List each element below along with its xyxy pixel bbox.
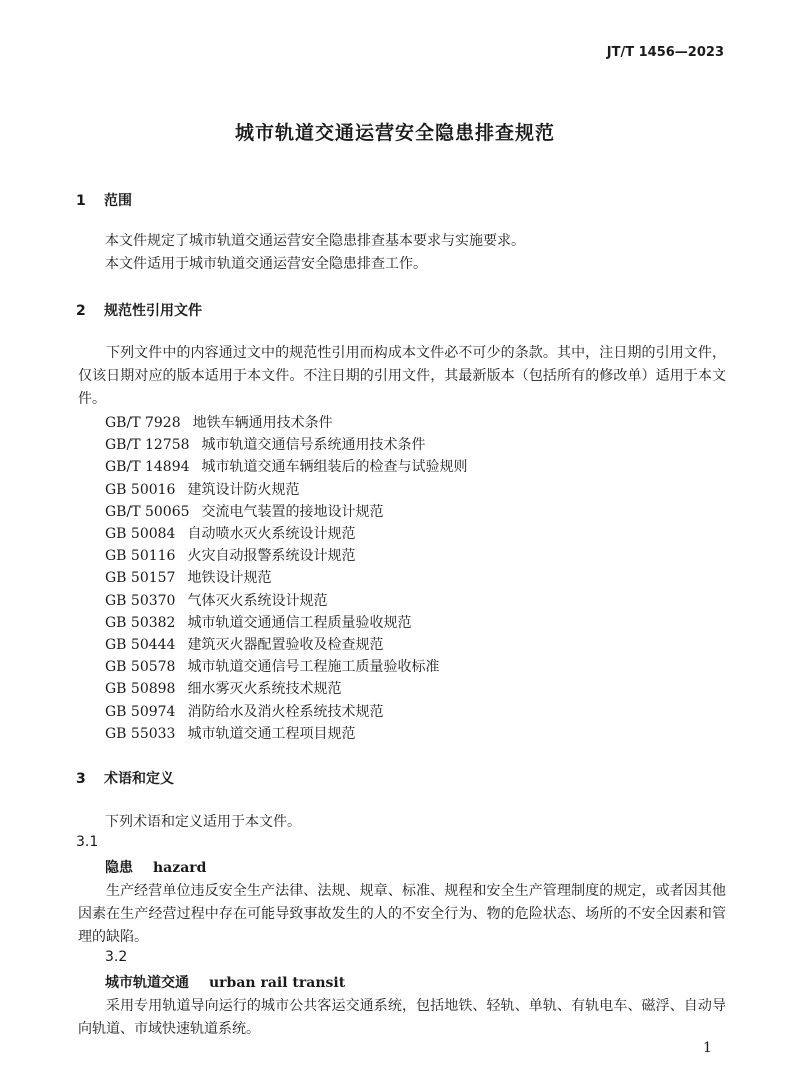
reference-code: GB 50157 xyxy=(105,570,176,587)
reference-code: GB 55033 xyxy=(105,725,176,742)
page-title: 城市轨道交通运营安全隐患排查规范 xyxy=(234,122,555,144)
reference-title: 城市轨道交通信号工程施工质量验收标准 xyxy=(187,659,440,676)
reference-title: 细水雾灭火系统技术规范 xyxy=(187,681,342,698)
section-heading-terms xyxy=(76,768,174,788)
term-en: urban rail transit xyxy=(209,975,346,991)
reference-code: GB/T 50065 xyxy=(105,503,190,520)
reference-title: 建筑设计防火规范 xyxy=(187,481,300,498)
reference-item xyxy=(105,523,355,545)
section-title: 规范性引用文件 xyxy=(104,303,202,319)
reference-code: GB 50116 xyxy=(105,548,176,565)
references-intro: 下列文件中的内容通过文中的规范性引用而构成本文件必不可少的条款。其中，注日期的引用文件，仅该日期对应的版本适用于本文件。不注日期的引用文件，其最新版本（包括所有的修改单）适用于本文件。 xyxy=(78,345,726,407)
reference-title: 城市轨道交通工程项目规范 xyxy=(187,725,356,742)
term-number: 3.1 xyxy=(76,834,99,850)
reference-title: 气体灭火系统设计规范 xyxy=(187,592,328,609)
term-heading xyxy=(105,857,206,877)
term-zh: 城市轨道交通 xyxy=(105,975,189,991)
reference-code: GB 50370 xyxy=(105,592,176,609)
reference-title: 建筑灭火器配置验收及检查规范 xyxy=(187,637,384,653)
document-number: JT/T 1456—2023 xyxy=(606,45,724,60)
section-title: 范围 xyxy=(104,193,132,209)
section-heading-normative-references xyxy=(76,300,202,320)
scope-line: 本文件规定了城市轨道交通运营安全隐患排查基本要求与实施要求。 xyxy=(105,233,525,249)
section-title: 术语和定义 xyxy=(104,771,174,787)
reference-title: 地铁设计规范 xyxy=(187,570,272,587)
reference-title: 城市轨道交通信号系统通用技术条件 xyxy=(201,437,426,454)
reference-item xyxy=(105,590,327,612)
reference-code: GB 50084 xyxy=(105,526,176,542)
page-number: 1 xyxy=(703,1040,712,1056)
section-number: 3 xyxy=(76,771,86,787)
reference-title: 火灾自动报警系统设计规范 xyxy=(187,548,356,565)
reference-item xyxy=(105,545,355,567)
reference-item xyxy=(105,456,468,478)
scope-line: 本文件适用于城市轨道交通运营安全隐患排查工作。 xyxy=(105,256,427,272)
reference-item xyxy=(105,479,299,501)
reference-item xyxy=(105,412,333,434)
reference-item xyxy=(105,612,411,634)
term-heading xyxy=(105,972,345,992)
reference-code: GB 50444 xyxy=(105,637,176,653)
term-definition: 采用专用轨道导向运行的城市公共客运交通系统，包括地铁、轻轨、单轨、有轨电车、磁浮、自动导向轨道、市域快速轨道系统。 xyxy=(78,998,726,1037)
reference-title: 消防给水及消火栓系统技术规范 xyxy=(187,703,384,720)
term-zh: 隐患 xyxy=(105,860,133,876)
reference-item xyxy=(105,656,439,678)
reference-title: 交流电气装置的接地设计规范 xyxy=(201,503,384,520)
reference-code: GB 50578 xyxy=(105,659,176,676)
reference-item xyxy=(105,567,271,589)
reference-code: GB/T 14894 xyxy=(105,459,190,476)
term-number: 3.2 xyxy=(105,949,128,965)
reference-code: GB 50382 xyxy=(105,614,176,631)
reference-item xyxy=(105,701,383,723)
reference-item xyxy=(105,501,384,523)
reference-item xyxy=(105,723,355,745)
section-heading-scope xyxy=(76,190,132,210)
reference-code: GB 50898 xyxy=(105,681,176,698)
reference-code: GB/T 12758 xyxy=(105,437,190,454)
section-number: 2 xyxy=(76,303,86,319)
reference-title: 城市轨道交通车辆组装后的检查与试验规则 xyxy=(201,459,468,476)
section-number: 1 xyxy=(76,193,86,209)
reference-code: GB 50016 xyxy=(105,481,176,498)
reference-title: 地铁车辆通用技术条件 xyxy=(192,415,333,431)
term-en: hazard xyxy=(153,860,207,876)
term-definition: 生产经营单位违反安全生产法律、法规、规章、标准、规程和安全生产管理制度的规定，或者因其他因素在生产经营过程中存在可能导致事故发生的人的不安全行为、物的危险状态、场所的不安全因素和管理的缺陷。 xyxy=(78,883,726,945)
reference-code: GB/T 7928 xyxy=(105,415,181,431)
reference-item xyxy=(105,678,341,700)
reference-item xyxy=(105,434,426,456)
reference-item xyxy=(105,634,383,656)
reference-code: GB 50974 xyxy=(105,703,176,720)
reference-title: 自动喷水灭火系统设计规范 xyxy=(187,526,356,542)
terms-intro: 下列术语和定义适用于本文件。 xyxy=(105,814,301,830)
reference-title: 城市轨道交通通信工程质量验收规范 xyxy=(187,614,412,631)
